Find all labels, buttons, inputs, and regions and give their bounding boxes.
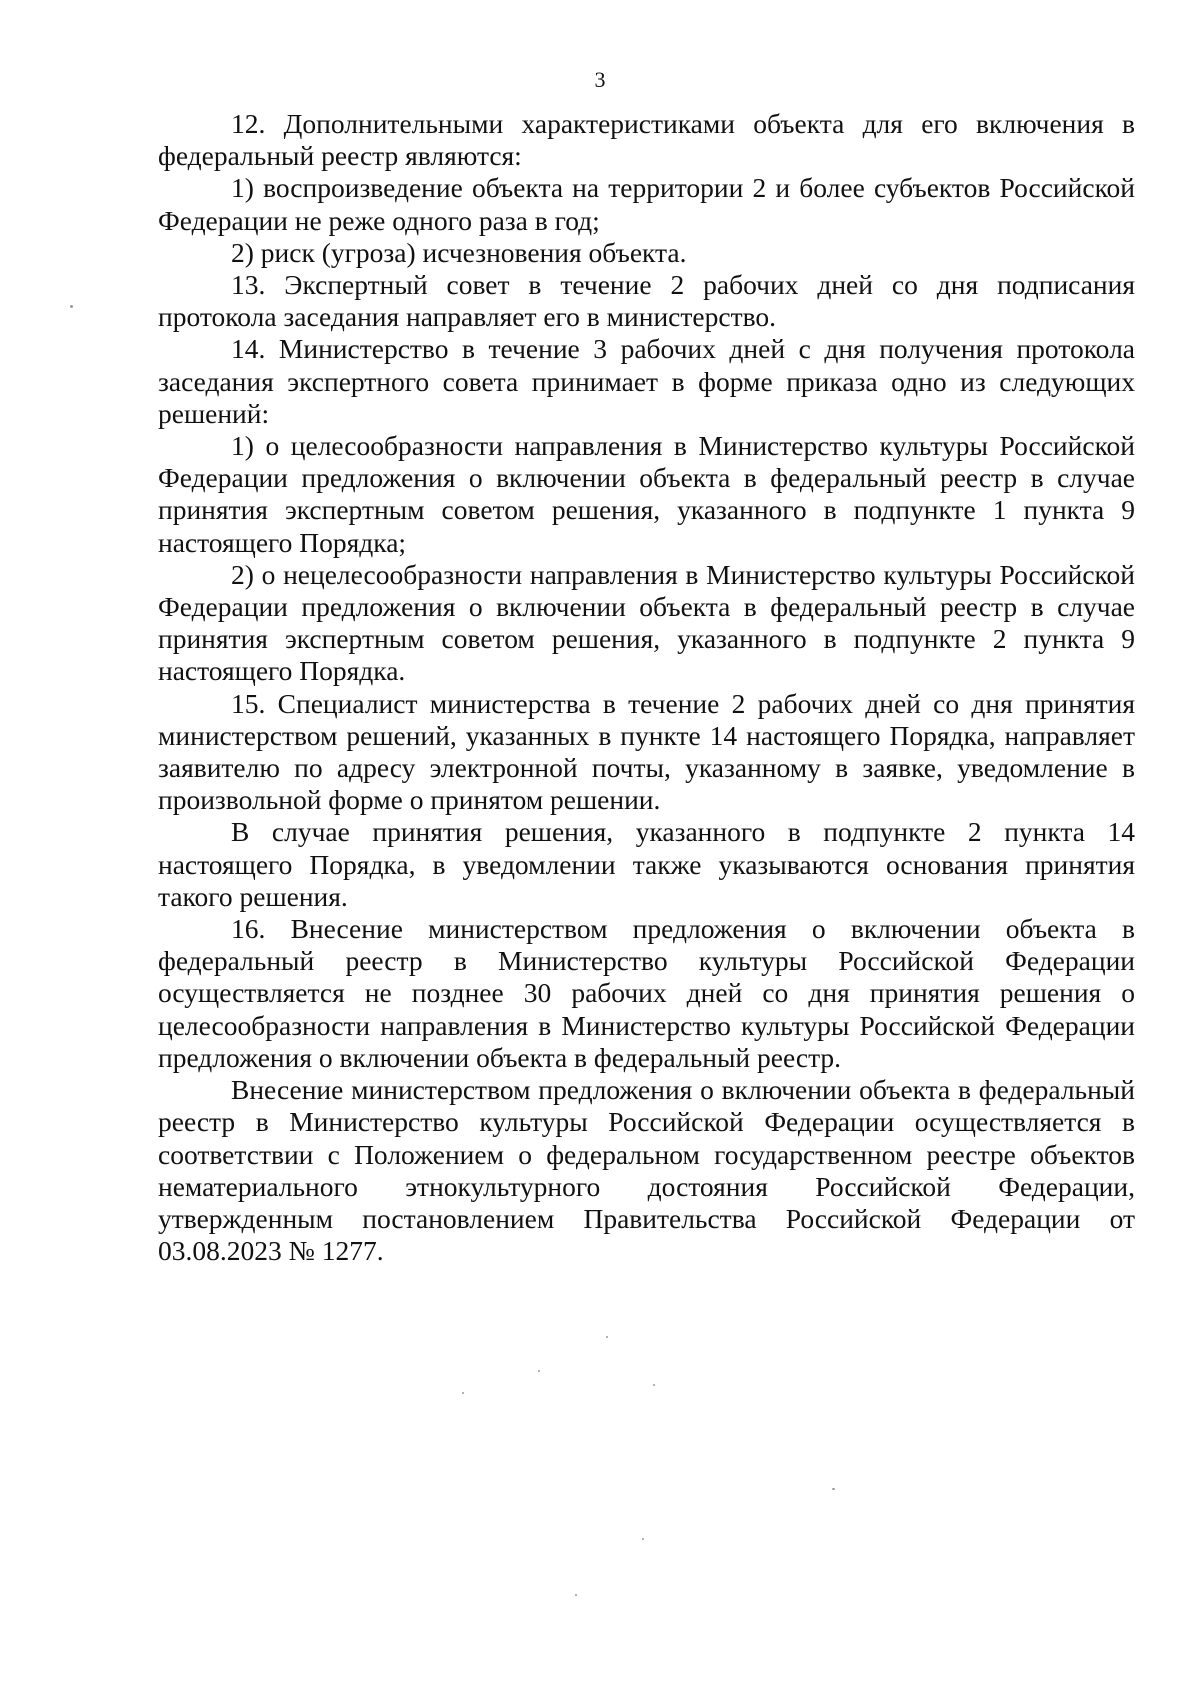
paragraph-14: 14. Министерство в течение 3 рабочих дней с дня получения протокола заседания экспертного совета принимает в форме приказа одно из следующих решений: — [158, 333, 1135, 429]
scan-speck — [606, 1336, 608, 1338]
paragraph-15: 15. Специалист министерства в течение 2 рабочих дней со дня принятия министерством решений, указанных в пункте 14 настоящего Порядка, направляет заявителю по адресу электронной почты, указанному в заявке, уведомление в произвольной форме о принятом решении. — [158, 687, 1135, 816]
page-number: 3 — [594, 67, 606, 92]
paragraph-14-item-2: 2) о нецелесообразности направления в Министерство культуры Российской Федерации предложения о включении объекта в федеральный реестр в случае принятия экспертным советом решения, указанного в подпункте 2 пункта 9 настоящего Порядка. — [158, 558, 1135, 687]
paragraph-15-continued: В случае принятия решения, указанного в подпункте 2 пункта 14 настоящего Порядка, в уведомлении также указываются основания принятия такого решения. — [158, 816, 1135, 912]
scan-speck — [538, 1370, 540, 1372]
paragraph-12: 12. Дополнительными характеристиками объекта для его включения в федеральный реестр являются: — [158, 108, 1135, 172]
paragraph-12-item-1: 1) воспроизведение объекта на территории 2 и более субъектов Российской Федерации не реже одного раза в год; — [158, 172, 1135, 236]
scan-speck — [575, 1594, 577, 1596]
scan-speck — [462, 1392, 464, 1394]
paragraph-13: 13. Экспертный совет в течение 2 рабочих дней со дня подписания протокола заседания направляет его в министерство. — [158, 269, 1135, 333]
paragraph-16-continued: Внесение министерством предложения о включении объекта в федеральный реестр в Министерство культуры Российской Федерации осуществляется в соответствии с Положением о федеральном государственном реестре объектов нематериального этнокультурного достояния Российской Федерации, утвержденным постановлением Правительства Российской Федерации от 03.08.2023 № 1277. — [158, 1074, 1135, 1267]
scan-speck — [642, 1538, 644, 1540]
paragraph-14-item-1: 1) о целесообразности направления в Министерство культуры Российской Федерации предложения о включении объекта в федеральный реестр в случае принятия экспертным советом решения, указанного в подпункте 1 пункта 9 настоящего Порядка; — [158, 430, 1135, 558]
scan-speck — [832, 1488, 835, 1490]
paragraph-12-item-2: 2) риск (угроза) исчезновения объекта. — [231, 236, 687, 268]
scan-speck — [70, 305, 73, 308]
scan-speck — [653, 1384, 655, 1386]
document-body — [158, 108, 1135, 1267]
paragraph-16: 16. Внесение министерством предложения о включении объекта в федеральный реестр в Министерство культуры Российской Федерации осуществляется не позднее 30 рабочих дней со дня принятия решения о целесообразности направления в Министерство культуры Российской Федерации предложения о включении объекта в федеральный реестр. — [158, 913, 1135, 1073]
